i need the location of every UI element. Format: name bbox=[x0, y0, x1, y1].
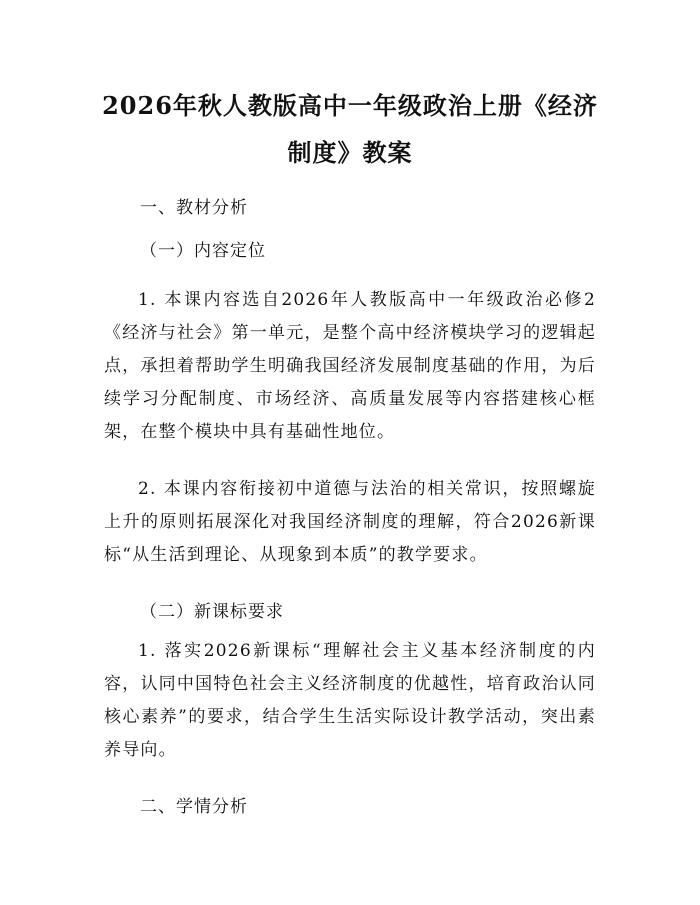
subsection-heading-curriculum-requirements: （二）新课标要求 bbox=[140, 602, 284, 622]
paragraph-curriculum-requirements-1: 1. 落实2026新课标“理解社会主义基本经济制度的内容，认同中国特色社会主义经济制度的优越性，培育政治认同核心素养”的要求，结合学生生活实际设计教学活动，突出素养导向。 bbox=[104, 641, 596, 760]
paragraph-content-positioning-1: 1. 本课内容选自2026年人教版高中一年级政治必修2《经济与社会》第一单元，是整个高中经济模块学习的逻辑起点，承担着帮助学生明确我国经济发展制度基础的作用，为后续学习分配制度、市场经济、高质量发展等内容搭建核心框架，在整个模块中具有基础性地位。 bbox=[104, 290, 596, 442]
subsection-heading-content-positioning: （一）内容定位 bbox=[140, 241, 266, 261]
section-heading-textbook-analysis: 一、教材分析 bbox=[140, 198, 248, 218]
section-heading-student-analysis: 二、学情分析 bbox=[140, 797, 248, 817]
paragraph-content-positioning-2: 2. 本课内容衔接初中道德与法治的相关常识，按照螺旋上升的原则拓展深化对我国经济制度的理解，符合2026新课标“从生活到理论、从现象到本质”的教学要求。 bbox=[104, 479, 596, 565]
document-title-line-1: 2026年秋人教版高中一年级政治上册《经济 bbox=[102, 91, 598, 120]
document-title-line-2: 制度》教案 bbox=[287, 138, 413, 167]
